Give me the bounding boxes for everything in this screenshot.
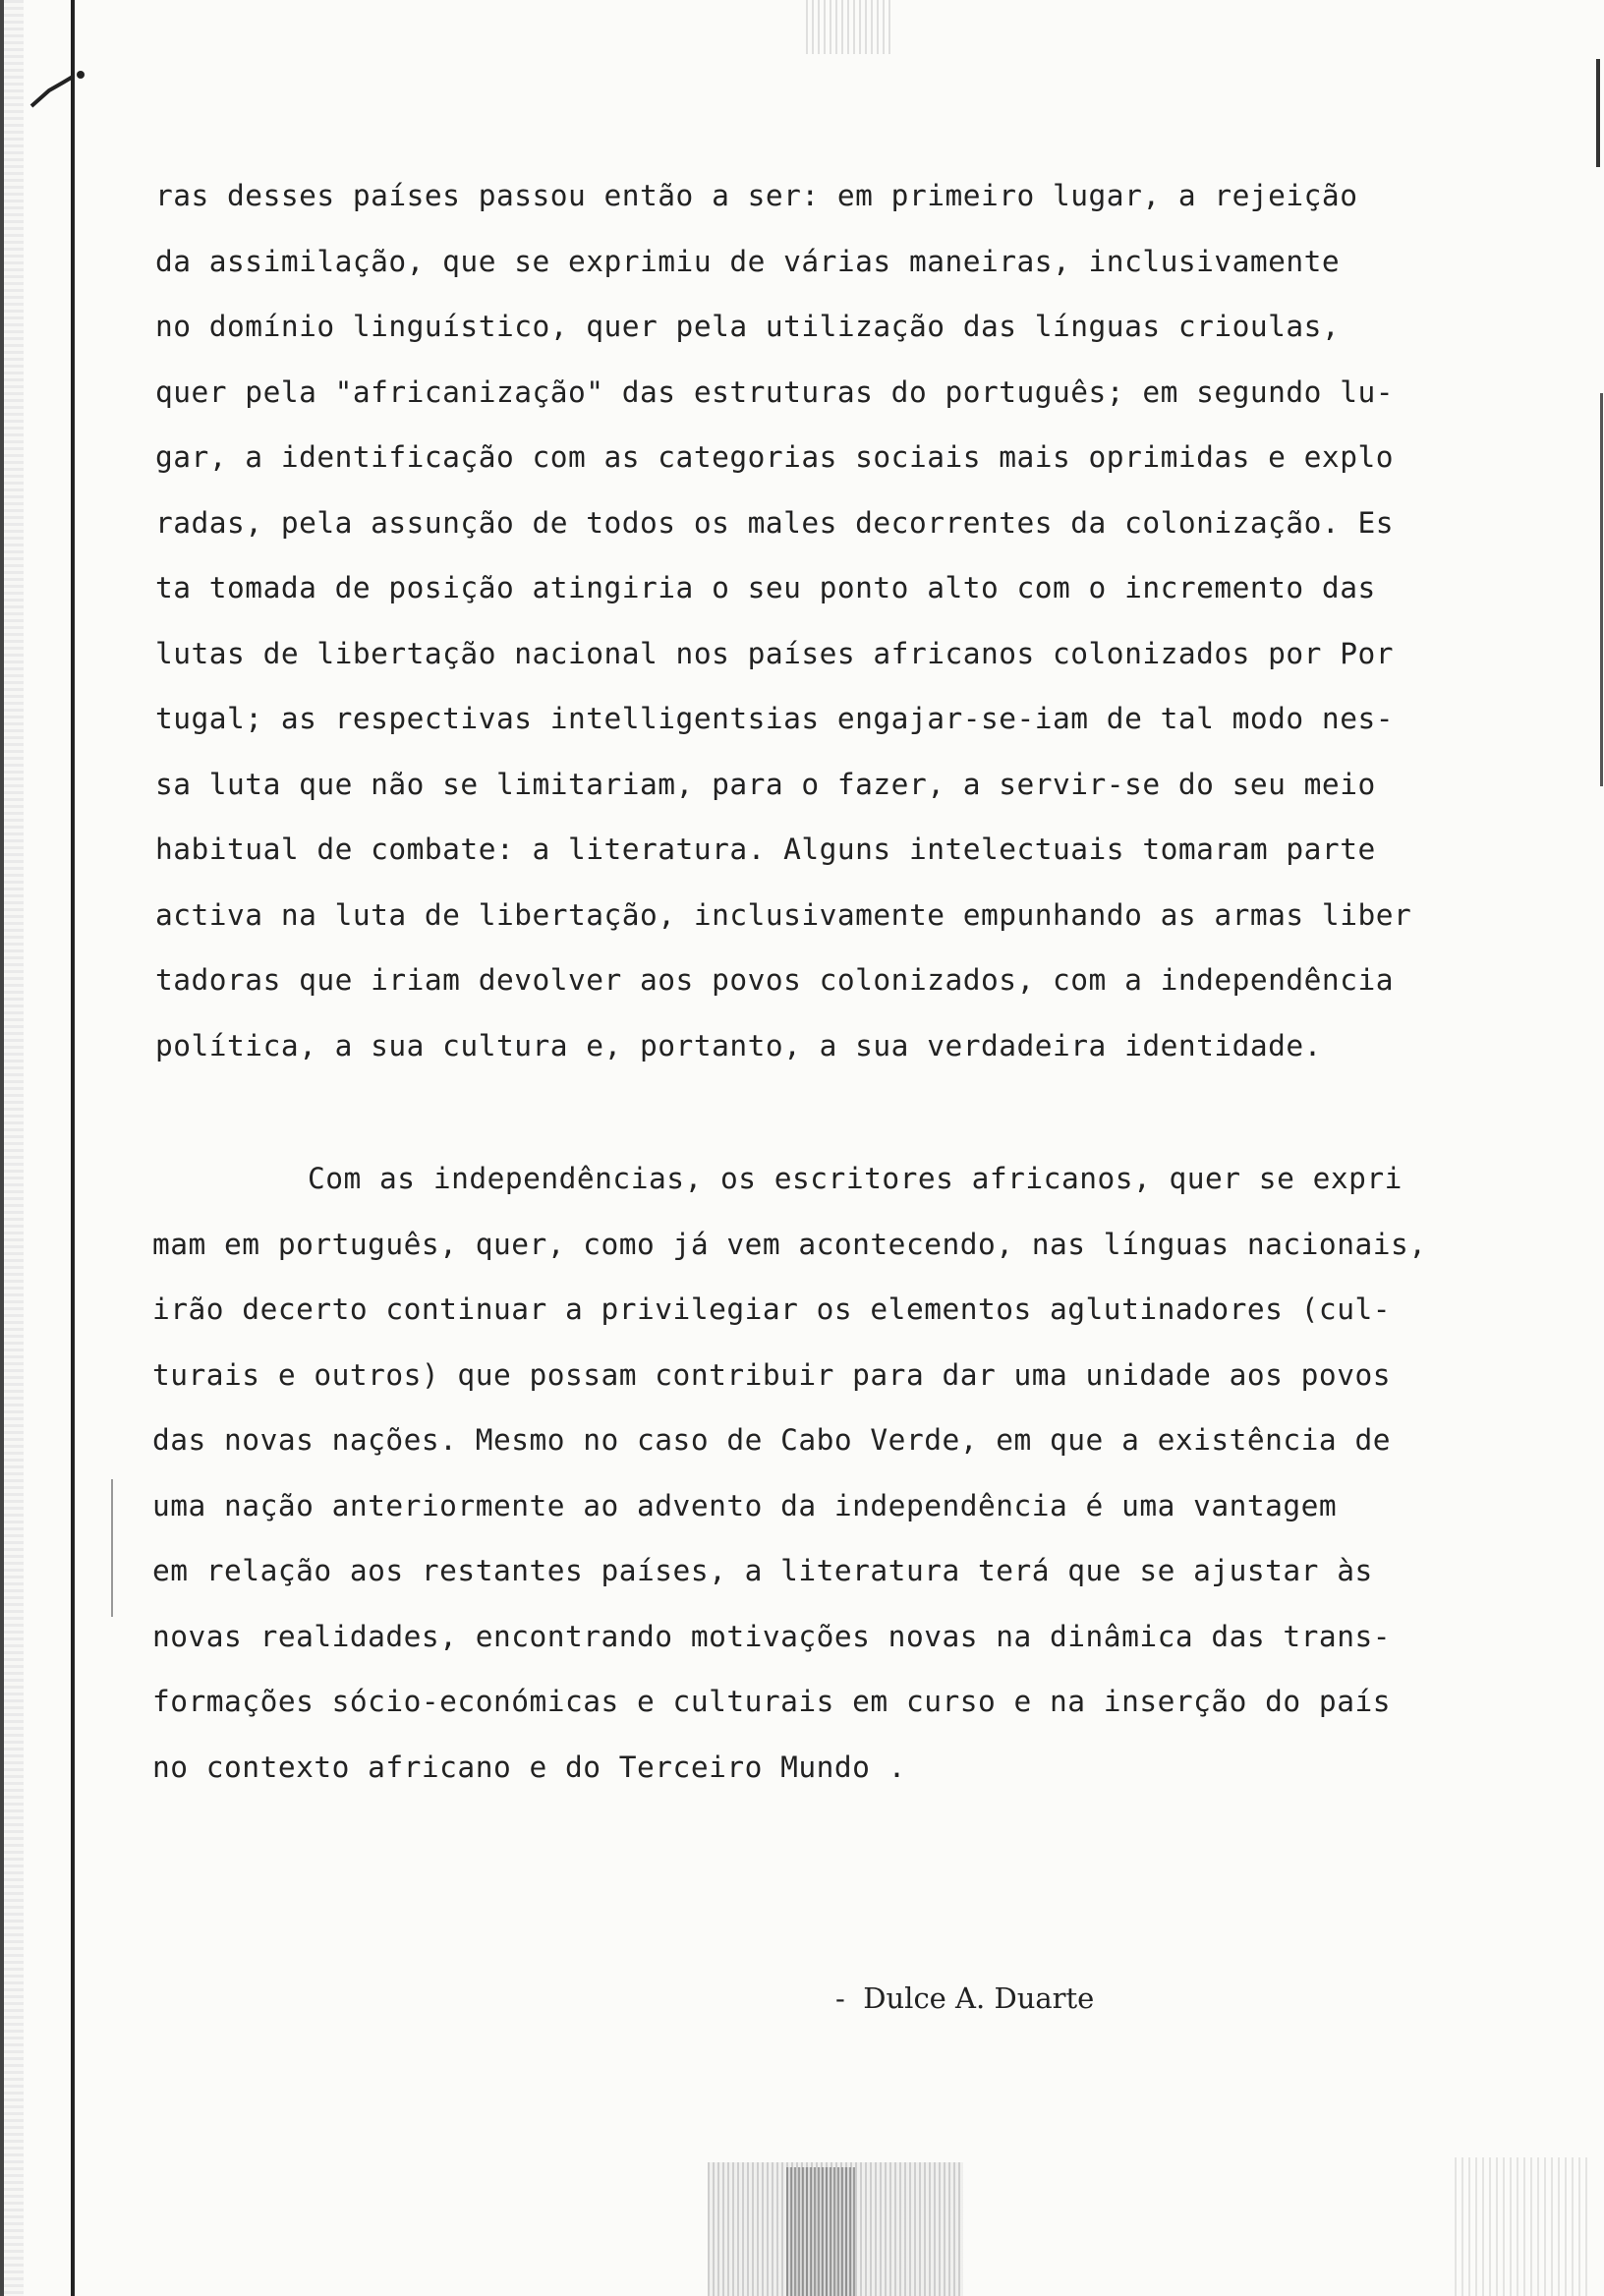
text-line: activa na luta de libertação, inclusivamente empunhando as armas liber [155,897,1412,932]
text-line: gar, a identificação com as categorias sociais mais oprimidas e explo [155,440,1394,474]
text-line: lutas de libertação nacional nos países africanos colonizados por Por [155,636,1394,670]
text-line: novas realidades, encontrando motivações novas na dinâmica das trans- [152,1619,1391,1653]
text-line: da assimilação, que se exprimiu de várias maneiras, inclusivamente [155,244,1341,278]
text-line: política, a sua cultura e, portanto, a sua verdadeira identidade. [155,1028,1322,1062]
scan-binding-noise [4,0,24,2296]
ink-mark-icon [29,69,88,108]
text-line: sa luta que não se limitariam, para o fazer, a servir-se do seu meio [155,767,1376,801]
paragraph-1 [155,163,1521,1078]
scan-right-edge-mark [1596,59,1600,167]
text-line: ta tomada de posição atingiria o seu ponto alto com o incremento das [155,571,1376,604]
paragraph-2 [152,1146,1518,1800]
text-line: formações sócio-económicas e culturais em curso e na inserção do país [152,1685,1391,1718]
text-line: uma nação anteriormente ao advento da independência é uma vantagem [152,1488,1338,1522]
scan-artifact-top [806,0,894,54]
text-line: ras desses países passou então a ser: em primeiro lugar, a rejeição [155,179,1358,212]
scan-artifact-bottom-right [1455,2157,1592,2296]
text-line: quer pela "africanização" das estruturas do português; em segundo lu- [155,374,1394,409]
scan-right-edge-line [1600,393,1603,786]
text-line: radas, pela assunção de todos os males decorrentes da colonização. Es [155,505,1394,540]
text-line: mam em português, quer, como já vem acontecendo, nas línguas nacionais, [152,1227,1427,1261]
text-line: tadoras que iriam devolver aos povos colonizados, com a independência [155,963,1394,997]
scan-binding-line [71,0,75,2296]
scan-artifact-bottom-core [786,2167,855,2296]
text-line: no domínio linguístico, quer pela utilização das línguas crioulas, [155,310,1341,343]
text-line: irão decerto continuar a privilegiar os elementos aglutinadores (cul- [152,1292,1391,1326]
text-line: das novas nações. Mesmo no caso de Cabo Verde, em que a existência de [152,1423,1391,1457]
text-line: em relação aos restantes países, a literatura terá que se ajustar às [152,1554,1373,1587]
author-signature: - Dulce A. Duarte [835,1981,1095,2015]
text-line: no contexto africano e do Terceiro Mundo . [152,1750,906,1784]
text-line: Com as independências, os escritores africanos, quer se expri [308,1162,1403,1195]
text-line: turais e outros) que possam contribuir para dar uma unidade aos povos [152,1357,1391,1392]
text-line: tugal; as respectivas intelligentsias engajar-se-iam de tal modo nes- [155,702,1394,735]
text-line: habitual de combate: a literatura. Alguns intelectuais tomaram parte [155,832,1376,866]
margin-pencil-line [111,1479,113,1617]
